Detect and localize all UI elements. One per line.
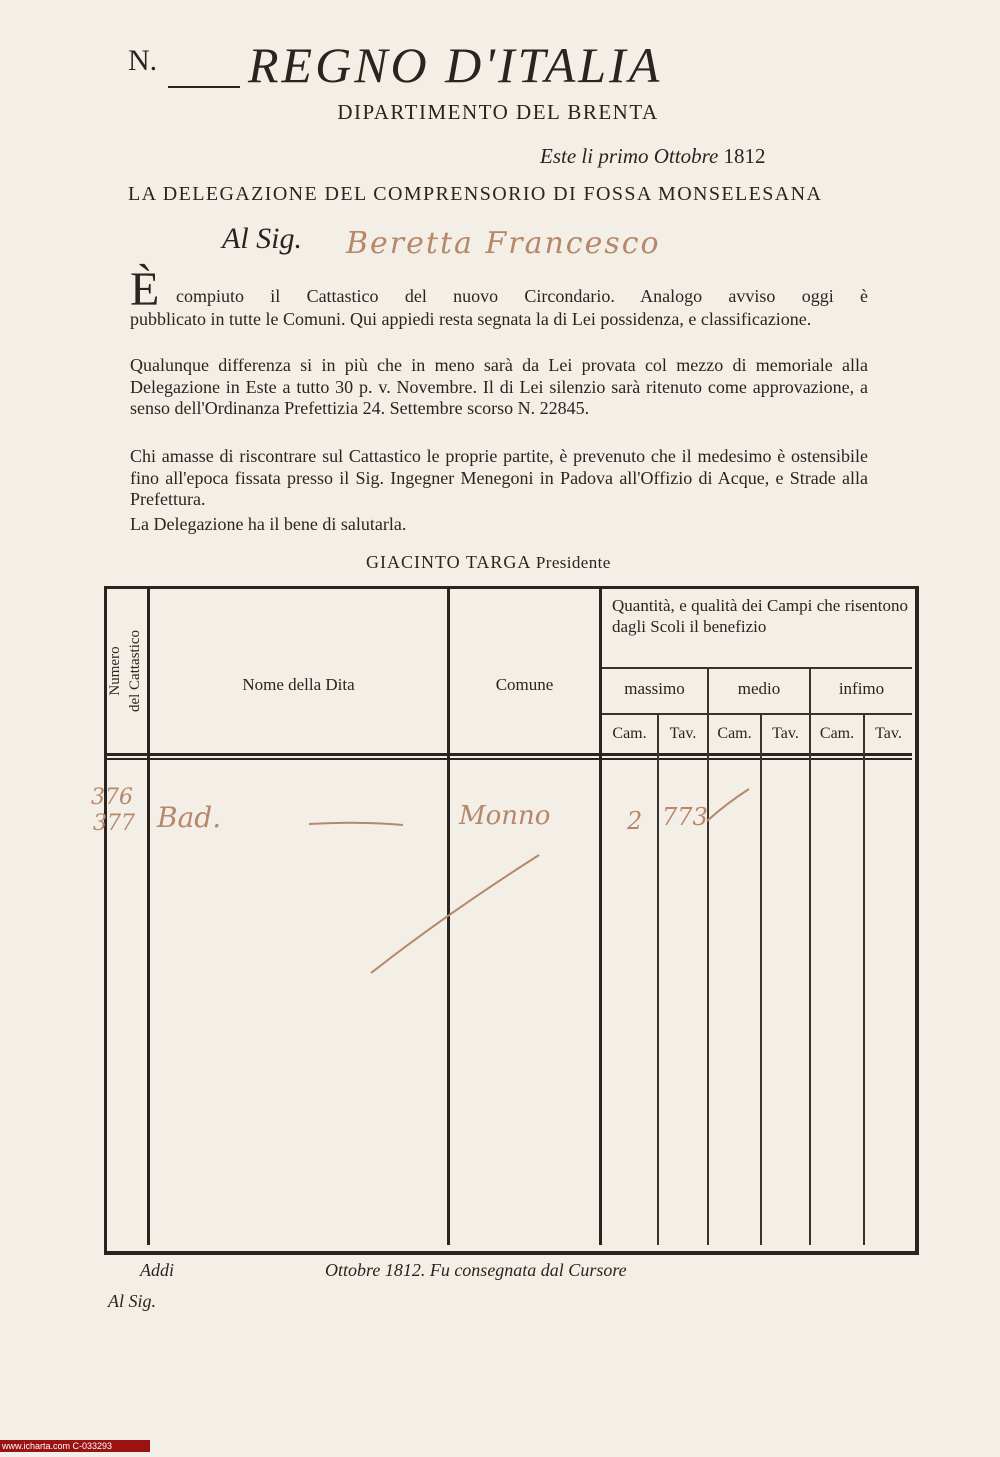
drop-cap: È [130, 263, 160, 316]
grade-infimo: infimo [838, 679, 885, 698]
addressee-handwritten: Beretta Francesco [346, 226, 661, 261]
subcol-divider-5 [863, 715, 865, 1245]
hand-tick [703, 785, 753, 825]
subcol-tav-1: Tav. [669, 725, 697, 742]
grade-medio: medio [737, 679, 781, 698]
dateline-year: 1812 [723, 144, 766, 168]
subcol-tav-2: Tav. [772, 725, 799, 742]
subcol-top-rule [602, 713, 912, 715]
grade-top-rule [602, 667, 912, 669]
subcol-divider-4 [809, 715, 811, 1245]
subcol-divider-3 [760, 715, 762, 1245]
header-rule-double [107, 758, 912, 760]
col-name-header: Nome della Dita [242, 675, 355, 694]
hand-comune: Monno [459, 801, 551, 831]
hand-cam: 2 [627, 807, 643, 835]
hand-name: Bad. [157, 801, 222, 834]
document-title: REGNO D'ITALIA [248, 37, 663, 93]
paragraph-4: La Delegazione ha il bene di salutarla. [130, 514, 407, 534]
paragraph-3: Chi amasse di riscontrare sul Cattastico le proprie partite, è prevenuto che il medesimo è ostensibile fino all'epoca fissata presso il Sig. Ingegner Menegoni in Padova all'Offizio di Acque, e Strade alla Prefettura. [130, 446, 868, 509]
dateline-text: Este li primo Ottobre [540, 144, 719, 168]
hand-number-1: 376 [91, 785, 133, 810]
subcol-divider-1 [657, 715, 659, 1245]
col-quantity-header: Quantità, e qualità dei Campi che risentono dagli Scoli il benefizio [612, 596, 908, 636]
footer-addi: Addi [140, 1260, 174, 1280]
col-comune-header: Comune [495, 675, 554, 694]
hand-dash [307, 819, 407, 829]
signature-role: Presidente [535, 553, 611, 572]
paragraph-1-first-line: compiuto il Cattastico del nuovo Circondario. Analogo avviso oggi è [176, 286, 868, 306]
subcol-tav-3: Tav. [875, 725, 902, 742]
number-label: N. [128, 44, 158, 77]
watermark-tag: www.icharta.com C-033293 [0, 1440, 150, 1452]
footer-delivered: Ottobre 1812. Fu consegnata dal Cursore [325, 1260, 627, 1280]
col-number-header: Numero del Cattastico [107, 629, 143, 713]
addressee-label: Al Sig. [222, 222, 302, 255]
footer-al-sig: Al Sig. [108, 1291, 156, 1311]
number-blank-line [168, 86, 240, 88]
subcol-cam-2: Cam. [717, 725, 752, 742]
delegation-heading: LA DELEGAZIONE DEL COMPRENSORIO DI FOSSA MONSELESANA [128, 183, 823, 205]
header-rule [107, 753, 912, 756]
department-heading: DIPARTIMENTO DEL BRENTA [337, 100, 659, 124]
hand-number-2: 377 [93, 811, 135, 836]
subcol-cam-1: Cam. [612, 725, 647, 742]
paragraph-1-rest: pubblicato in tutte le Comuni. Qui appiedi resta segnata la di Lei possidenza, e classificazione. [130, 309, 812, 329]
signature-name: GIACINTO TARGA [366, 552, 531, 572]
hand-tav: 773 [662, 803, 708, 831]
signature [366, 552, 611, 573]
subcol-cam-3: Cam. [819, 725, 855, 742]
cadastre-table [91, 586, 919, 1255]
dateline [540, 144, 766, 169]
grade-massimo: massimo [624, 679, 685, 698]
paragraph-2: Qualunque differenza si in più che in meno sarà da Lei provata col mezzo di memoriale alla Delegazione in Este a tutto 30 p. v. Novembre. Il di Lei silenzio sarà ritenuto come approvazione, a senso dell'Ordinanza Prefettizia 24. Settembre scorso N. 22845. [130, 355, 868, 418]
hand-strike [365, 851, 545, 981]
